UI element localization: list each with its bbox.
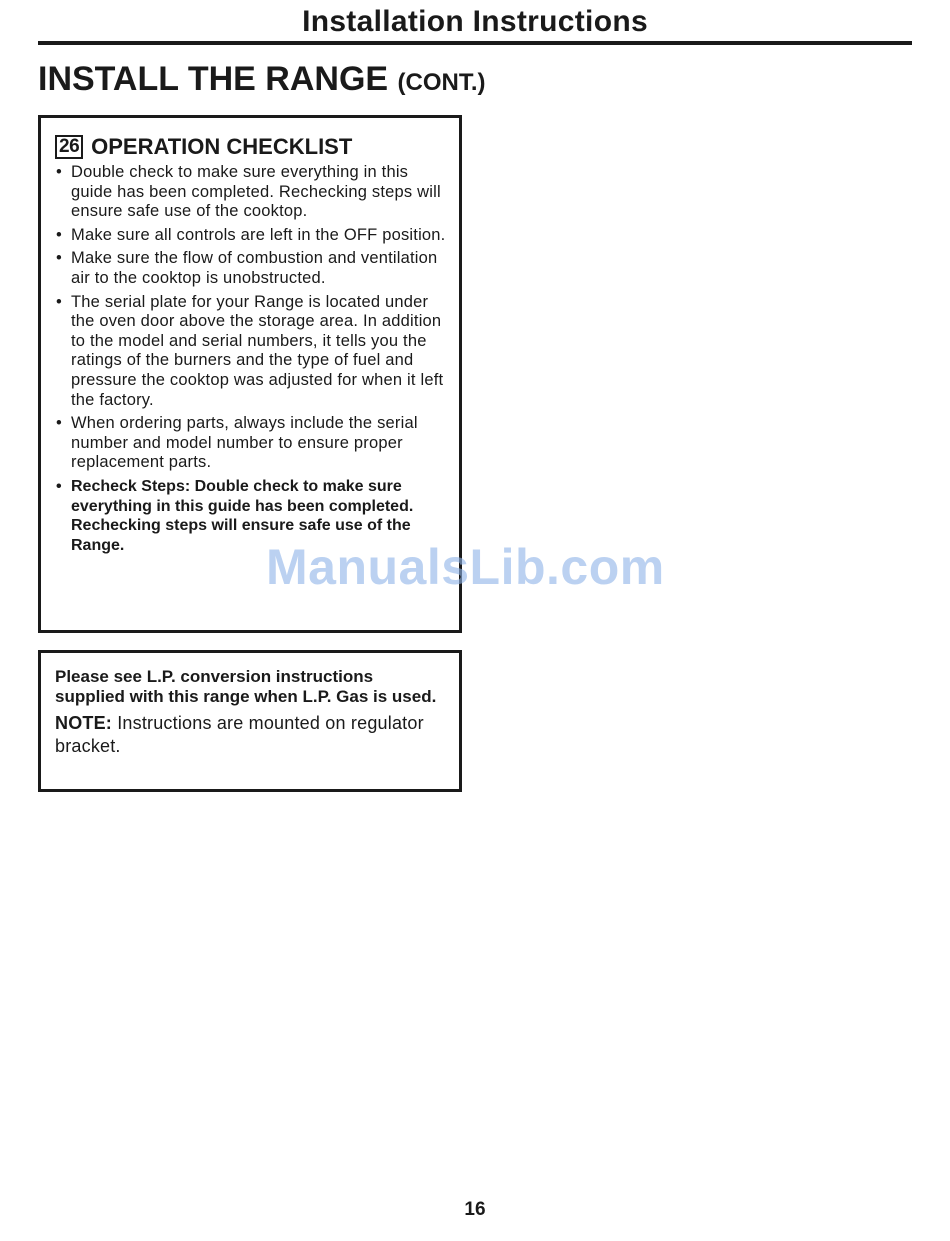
bullet-icon: •: [56, 477, 62, 495]
step-number-badge: 26: [55, 135, 83, 159]
header-rule: [38, 41, 912, 45]
lp-note: [55, 712, 447, 758]
page-number: 16: [464, 1199, 486, 1220]
lp-conversion-text: Please see L.P. conversion instructions supplied with this range when L.P. Gas is used.: [55, 667, 437, 706]
bullet-icon: •: [56, 163, 62, 181]
section-title-text: INSTALL THE RANGE: [38, 60, 389, 98]
section-title-cont: (CONT.): [397, 69, 486, 96]
checklist-item: [55, 163, 451, 222]
checklist-item-text: Make sure the flow of combustion and ventilation air to the cooktop is unobstructed.: [71, 249, 438, 287]
page-header-title: Installation Instructions: [302, 5, 648, 38]
checklist-list: [55, 163, 451, 559]
checklist-item-text: Recheck Steps: Double check to make sure everything in this guide has been completed. Rechecking steps will ensure safe use of the Range.: [71, 477, 414, 554]
note-text: Instructions are mounted on regulator bracket.: [55, 713, 424, 756]
bullet-icon: •: [56, 249, 62, 268]
bullet-icon: •: [56, 414, 62, 433]
lp-conversion-body: [55, 667, 447, 758]
checklist-item-text: The serial plate for your Range is located under the oven door above the storage area. In addition to the model and serial numbers, it tells you the ratings of the burners and the type of fuel and pressure the cooktop was adjusted for when it left the factory.: [71, 292, 444, 409]
checklist-heading-text: OPERATION CHECKLIST: [91, 134, 353, 159]
watermark: ManualsLib.com: [266, 539, 665, 595]
checklist-item: [55, 226, 451, 246]
note-label: NOTE:: [55, 713, 112, 733]
checklist-item-text: Make sure all controls are left in the OFF position.: [71, 225, 446, 244]
bullet-icon: •: [56, 292, 62, 311]
checklist-item: [55, 293, 451, 411]
lp-conversion-box: [38, 650, 462, 792]
checklist-item-text: When ordering parts, always include the serial number and model number to ensure proper replacement parts.: [71, 414, 418, 472]
checklist-item: [55, 414, 451, 473]
bullet-icon: •: [56, 225, 62, 244]
section-title: [38, 58, 486, 104]
checklist-item: [55, 249, 451, 288]
checklist-item-text: Double check to make sure everything in this guide has been completed. Rechecking steps will ensure safe use of the cooktop.: [71, 163, 441, 221]
checklist-heading: [55, 134, 352, 160]
